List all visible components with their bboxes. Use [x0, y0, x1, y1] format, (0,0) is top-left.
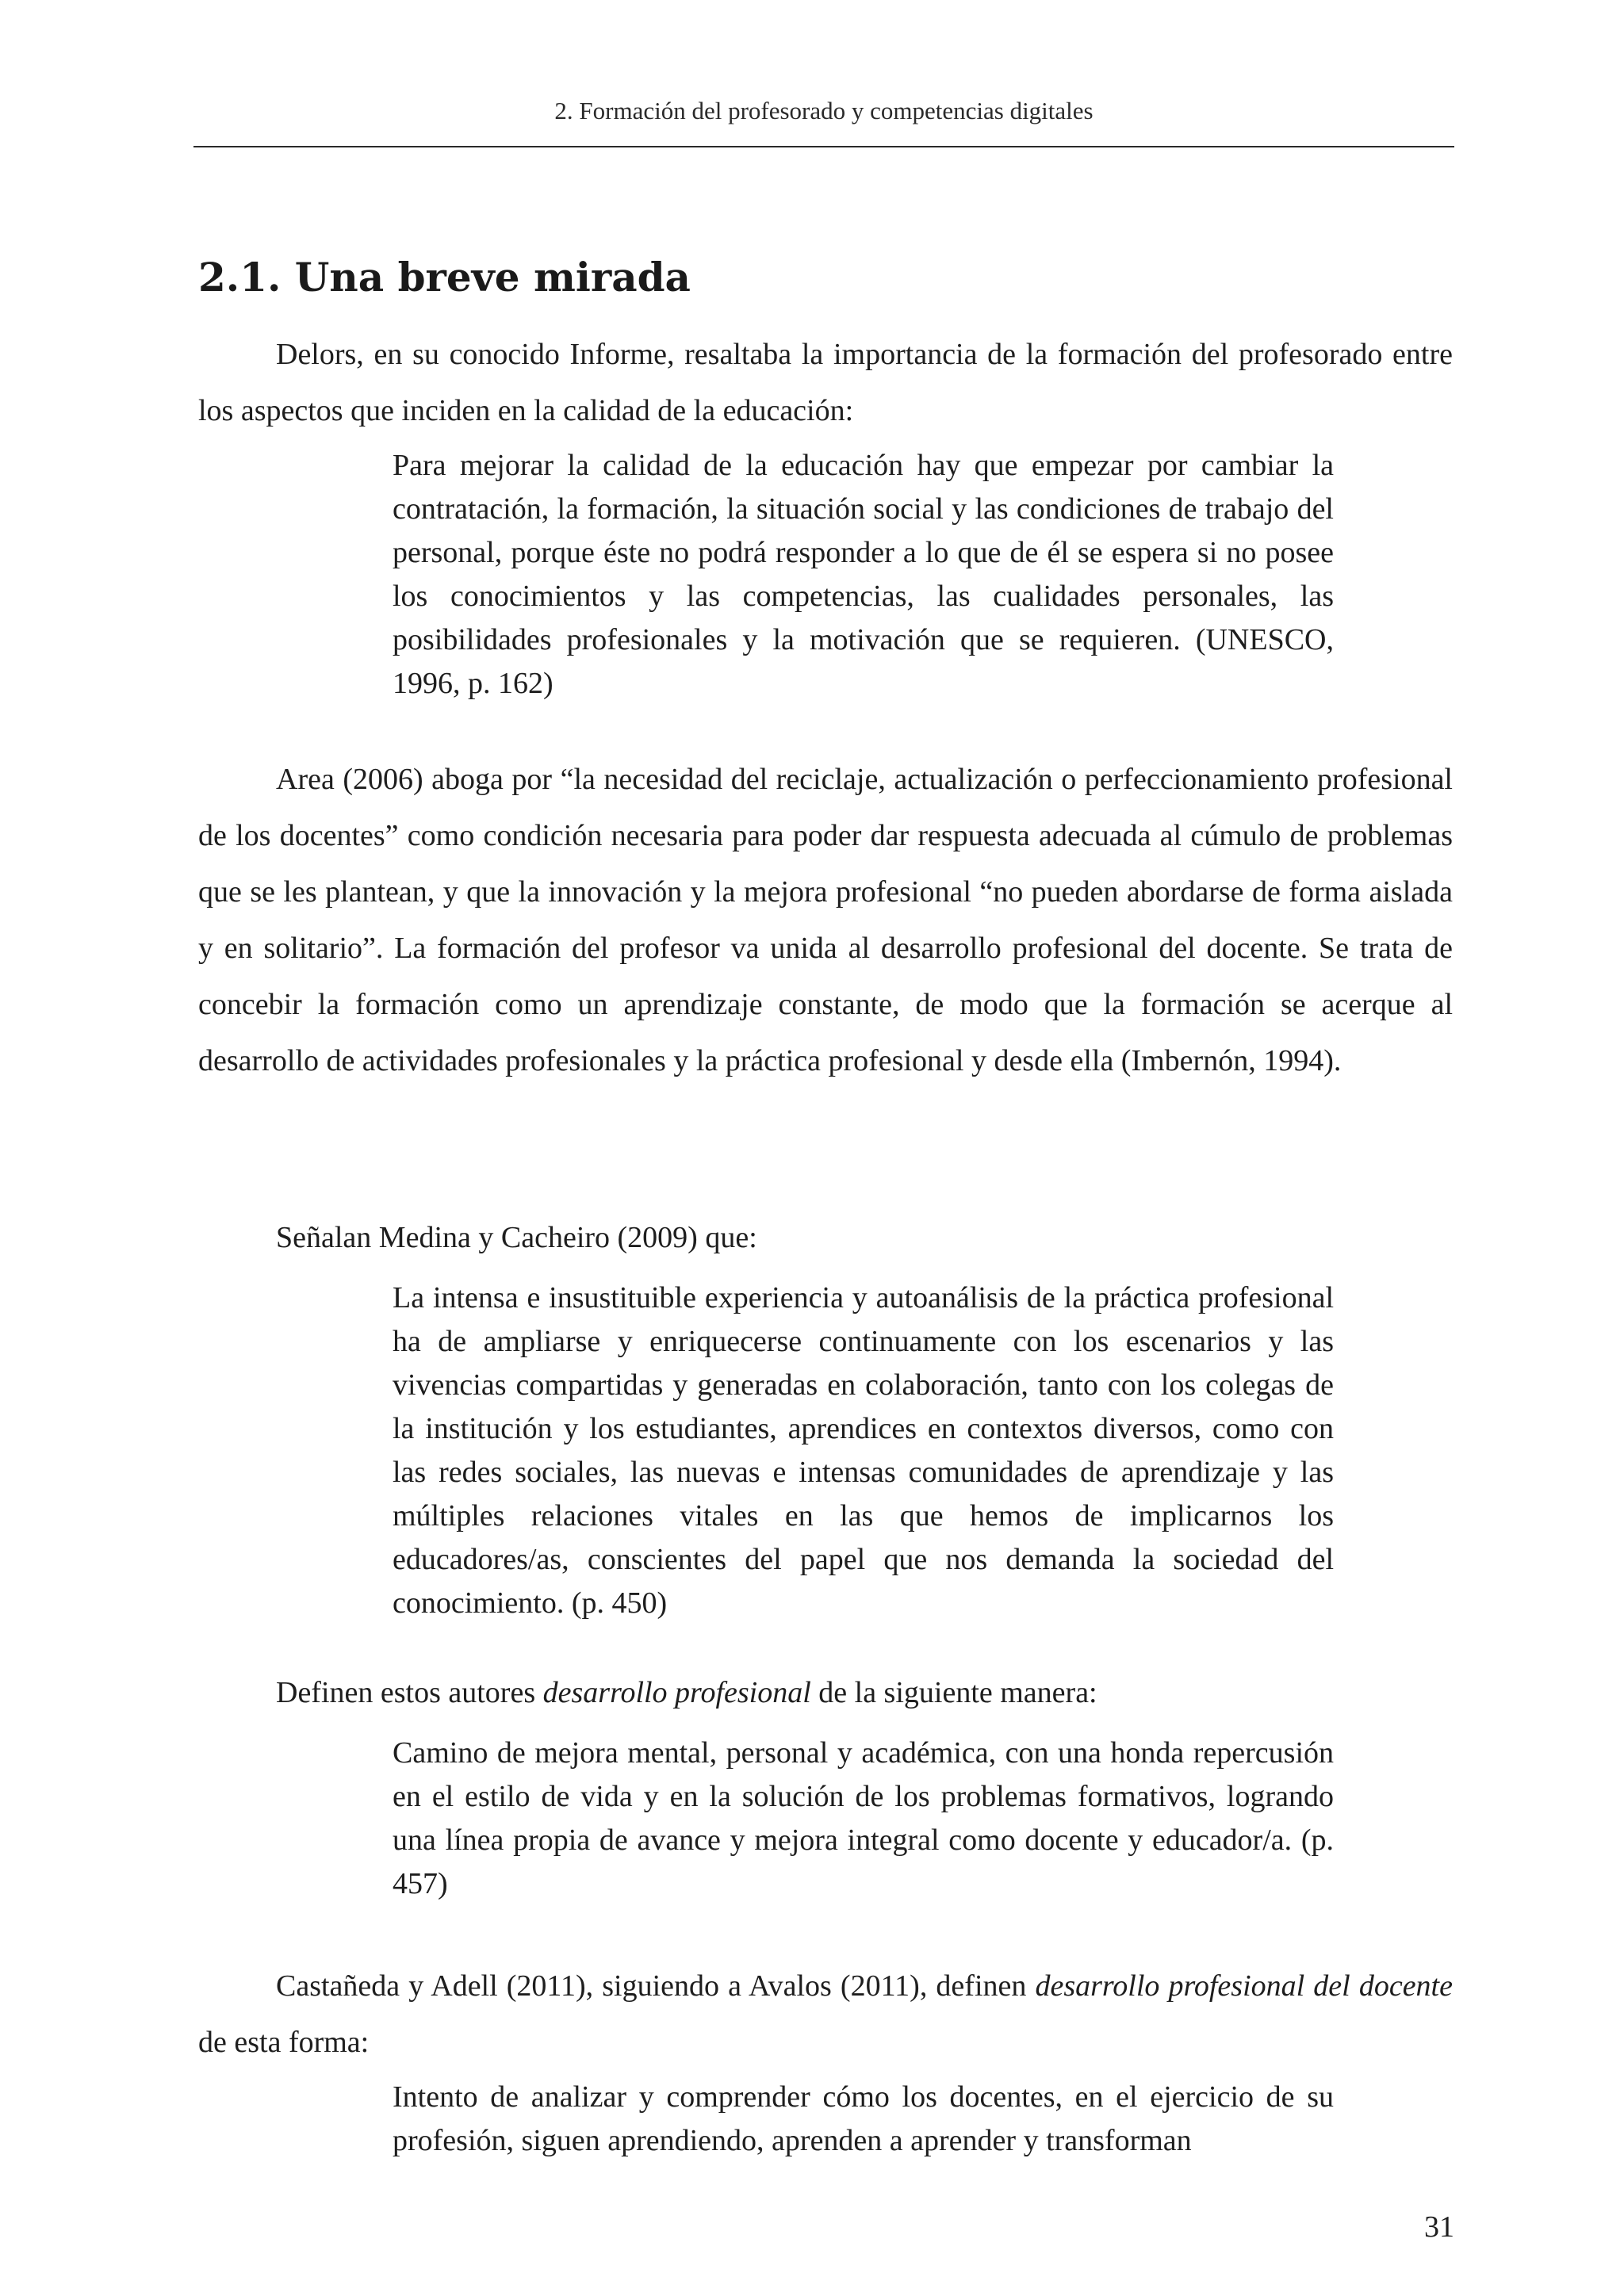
- block-quote-unesco: [393, 444, 1334, 706]
- lead-text: de la siguiente manera:: [810, 1676, 1097, 1709]
- page-number: 31: [1424, 2210, 1454, 2244]
- lead-text: Definen estos autores: [276, 1676, 543, 1709]
- block-quote-camino: [393, 1732, 1334, 1906]
- quote-text: Para mejorar la calidad de la educación hay que empezar por cambiar la contratación, la formación, la situación social y las condiciones de trabajo del personal, porque éste no podrá responder a lo que de él se espera si no posee los conocimientos y las competencias, las cualidades personales, las posibilidades profesionales y la motivación que se requieren. (UNESCO, 1996, p. 162): [393, 449, 1334, 700]
- quote-text: Camino de mejora mental, personal y académica, con una honda repercusión en el estilo de vida y en la solución de los problemas formativos, logrando una línea propia de avance y mejora integral como docente y educador/a. (p. 457): [393, 1736, 1334, 1900]
- paragraph-text: Area (2006) aboga por “la necesidad del reciclaje, actualización o perfeccionamiento profesional de los docentes” como condición necesaria para poder dar respuesta adecuada al cúmulo de problemas que se les plantean, y que la innovación y la mejora profesional “no pueden abordarse de forma aislada y en solitario”. La formación del profesor va unida al desarrollo profesional del docente. Se trata de concebir la formación como un aprendizaje constante, de modo que la formación se acerque al desarrollo de actividades profesionales y la práctica profesional y desde ella (Imbernón, 1994).: [198, 763, 1453, 1077]
- paragraph-text-part: de esta forma:: [198, 2026, 370, 2059]
- emphasis-term: desarrollo profesional: [542, 1676, 811, 1709]
- paragraph-text-part: Castañeda y Adell (2011), siguiendo a Avalos (2011), definen: [276, 1969, 1036, 2003]
- header-rule: [193, 146, 1454, 147]
- block-quote-medina: [393, 1276, 1334, 1625]
- quote-text: La intensa e insustituible experiencia y autoanálisis de la práctica profesional ha de ampliarse y enriquecerse continuamente con los escenarios y las vivencias compartidas y generadas en colaboración, tanto con los colegas de la institución y los estudiantes, aprendices en contextos diversos, como con las redes sociales, las nuevas e intensas comunidades de aprendizaje y las múltiples relaciones vitales en las que hemos de implicarnos los educadores/as, conscientes del papel que nos demanda la sociedad del conocimiento. (p. 450): [393, 1281, 1334, 1620]
- paragraph-castaneda: [198, 1958, 1453, 2071]
- paragraph-intro: [198, 327, 1453, 439]
- paragraph-text: [198, 1958, 1453, 2071]
- quote-text: Intento de analizar y comprender cómo los docentes, en el ejercicio de su profesión, siguen aprendiendo, aprenden a aprender y transforman: [393, 2080, 1334, 2157]
- running-header: 2. Formación del profesorado y competencias digitales: [554, 97, 1094, 124]
- section-heading: 2.1. Una breve mirada: [198, 254, 691, 300]
- paragraph-text: Delors, en su conocido Informe, resaltaba la importancia de la formación del profesorado entre los aspectos que inciden en la calidad de la educación:: [198, 338, 1453, 427]
- paragraph-medina-lead: Señalan Medina y Cacheiro (2009) que:: [276, 1221, 757, 1254]
- paragraph-definen-lead: [276, 1665, 1097, 1721]
- block-quote-intento: [393, 2076, 1334, 2163]
- emphasis-term: desarrollo profesional del docente: [1035, 1969, 1453, 2003]
- paragraph-area: [198, 752, 1453, 1089]
